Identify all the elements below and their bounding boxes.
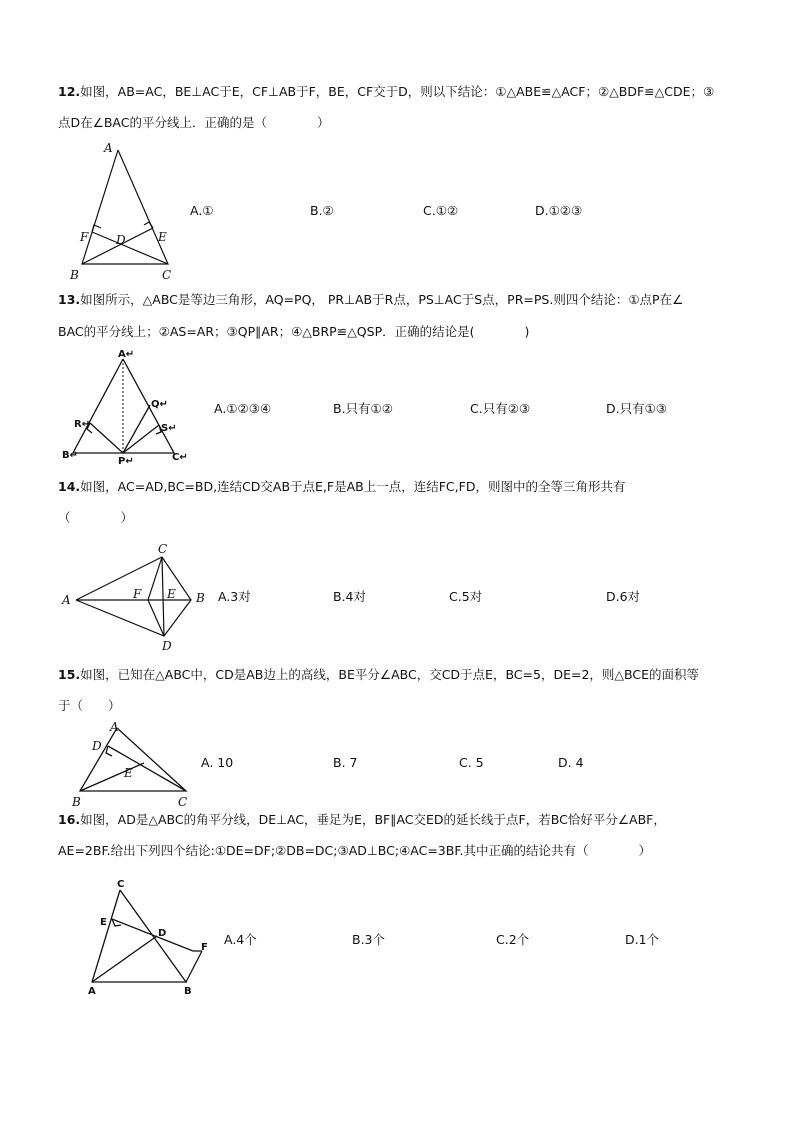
q14-label-d: D xyxy=(162,639,172,653)
q12-option-c[interactable]: C.①② xyxy=(423,203,459,218)
q13-figure xyxy=(60,345,190,465)
q15-stem-1: 如图，已知在△ABC中，CD是AB边上的高线，BE平分∠ABC，交CD于点E，BC=5，DE=2，则△BCE的面积等 xyxy=(80,667,700,682)
q15-option-a[interactable]: A. 10 xyxy=(201,755,234,770)
q15-label-c: C xyxy=(178,795,188,809)
q13-label-p: P↵ xyxy=(118,456,134,467)
q15-label-b: B xyxy=(72,795,81,809)
q15-number: 15. xyxy=(58,667,81,682)
q13-text-line1 xyxy=(58,292,683,308)
q16-figure xyxy=(80,872,220,1002)
q13-option-c[interactable]: C.只有②③ xyxy=(470,401,531,416)
q14-label-f: F xyxy=(133,587,142,601)
q13-label-a: A↵ xyxy=(118,349,135,360)
q12-text-line1 xyxy=(58,84,714,100)
q16-label-c: C xyxy=(117,879,125,890)
q15-text-line2: 于（ ） xyxy=(58,698,121,713)
q12-label-f: F xyxy=(80,230,89,244)
q13-label-b: B↵ xyxy=(62,450,79,461)
q15-option-c[interactable]: C. 5 xyxy=(459,755,484,770)
q14-figure xyxy=(58,540,218,655)
q13-stem-1: 如图所示，△ABC是等边三角形，AQ=PQ， PR⊥AB于R点，PS⊥AC于S点，PR=PS.则四个结论：①点P在∠ xyxy=(80,292,684,307)
q16-stem-1: 如图，AD是△ABC的角平分线，DE⊥AC，垂足为E，BF∥AC交ED的延长线于点F，若BC恰好平分∠ABF， xyxy=(80,812,666,827)
q13-option-b[interactable]: B.只有①② xyxy=(333,401,393,416)
q14-option-a[interactable]: A.3对 xyxy=(218,589,251,604)
q12-option-b[interactable]: B.② xyxy=(310,203,334,218)
q13-label-r: R↵ xyxy=(74,419,91,430)
q16-text-line1 xyxy=(58,812,666,828)
q12-number: 12. xyxy=(58,84,81,99)
q15-option-d[interactable]: D. 4 xyxy=(558,755,584,770)
q13-option-a[interactable]: A.①②③④ xyxy=(214,401,272,416)
q12-figure xyxy=(60,140,180,280)
q14-option-d[interactable]: D.6对 xyxy=(606,589,641,604)
q12-text-line2: 点D在∠BAC的平分线上．正确的是（ ） xyxy=(58,115,330,130)
q16-label-b: B xyxy=(184,986,192,997)
q16-label-f: F xyxy=(201,942,208,953)
q12-stem-1: 如图，AB=AC，BE⊥AC于E，CF⊥AB于F，BE，CF交于D，则以下结论：①△ABE≌△ACF；②△BDF≌△CDE；③ xyxy=(80,84,715,99)
q14-option-b[interactable]: B.4对 xyxy=(333,589,367,604)
q12-label-d: D xyxy=(116,233,126,247)
q12-label-e: E xyxy=(158,230,167,244)
q14-option-c[interactable]: C.5对 xyxy=(449,589,483,604)
q16-option-c[interactable]: C.2个 xyxy=(496,932,530,947)
q13-label-q: Q↵ xyxy=(151,399,168,410)
q14-stem-1: 如图，AC=AD,BC=BD,连结CD交AB于点E,F是AB上一点，连结FC,FD，则图中的全等三角形共有 xyxy=(80,479,626,494)
q13-label-s: S↵ xyxy=(161,423,177,434)
q14-number: 14. xyxy=(58,479,81,494)
q16-option-b[interactable]: B.3个 xyxy=(352,932,386,947)
q14-label-e: E xyxy=(167,587,176,601)
q13-number: 13. xyxy=(58,292,81,307)
q14-label-c: C xyxy=(158,542,168,556)
q15-label-e: E xyxy=(124,766,133,780)
q12-label-a: A xyxy=(104,141,113,155)
q14-label-a: A xyxy=(62,593,71,607)
q16-label-d: D xyxy=(158,928,167,939)
q14-label-b: B xyxy=(196,591,205,605)
q15-label-d: D xyxy=(92,739,102,753)
q15-label-a: A xyxy=(110,720,119,734)
q12-option-a[interactable]: A.① xyxy=(190,203,214,218)
q13-label-c: C↵ xyxy=(172,452,188,463)
q12-label-b: B xyxy=(70,268,79,282)
q12-option-d[interactable]: D.①②③ xyxy=(535,203,583,218)
q13-option-d[interactable]: D.只有①③ xyxy=(606,401,668,416)
q15-option-b[interactable]: B. 7 xyxy=(333,755,358,770)
q13-text-line2: BAC的平分线上；②AS=AR；③QP∥AR；④△BRP≌△QSP．正确的结论是( ) xyxy=(58,324,530,339)
q15-figure xyxy=(66,718,191,808)
q12-label-c: C xyxy=(162,268,172,282)
q16-label-a: A xyxy=(88,986,96,997)
q15-text-line1 xyxy=(58,667,699,683)
q16-label-e: E xyxy=(100,917,107,928)
q16-option-a[interactable]: A.4个 xyxy=(224,932,257,947)
q16-text-line2: AE=2BF.给出下列四个结论:①DE=DF;②DB=DC;③AD⊥BC;④AC=3BF.其中正确的结论共有（ ） xyxy=(58,843,651,858)
q16-number: 16. xyxy=(58,812,81,827)
q14-text-line2: （ ） xyxy=(58,510,134,525)
q14-text-line1 xyxy=(58,479,625,495)
q16-option-d[interactable]: D.1个 xyxy=(625,932,660,947)
